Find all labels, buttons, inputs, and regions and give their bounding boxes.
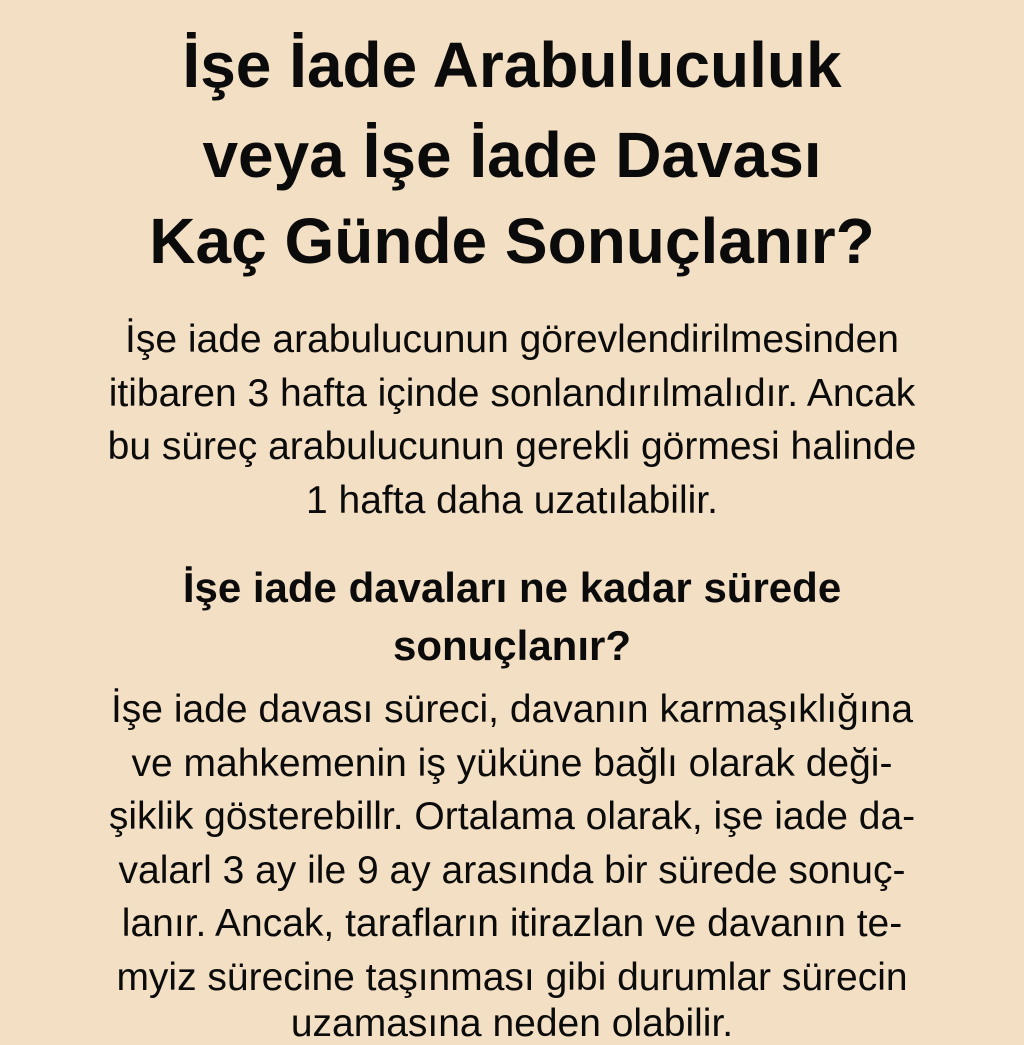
paragraph2-line-7: uzamasına neden olabilir. [290, 1002, 734, 1045]
title-line-3: Kaç Günde Sonuçlanır? [149, 205, 875, 277]
paragraph1-line-3: bu süreç arabulucunun gerekli görmesi halinde [107, 425, 917, 468]
paragraph1-line-4: 1 hafta daha uzatılabilir. [306, 479, 718, 522]
paragraph2-line-4: valarl 3 ay ile 9 ay arasında bir sürede sonuç- [118, 849, 906, 892]
title-line-1: İşe İade Arabuluculuk [182, 29, 842, 101]
subheading-line-2: sonuçlanır? [392, 622, 632, 669]
paragraph1-line-2: itibaren 3 hafta içinde sonlandırılmalıdır. Ancak [108, 372, 916, 415]
subheading-line-1: İşe iade davaları ne kadar sürede [182, 564, 842, 611]
paragraph2-line-6: myiz sürecine taşınması gibi durumlar sürecin [116, 956, 908, 999]
paragraph2-line-1: İşe iade davası süreci, davanın karmaşıklığına [110, 688, 914, 731]
paragraph1-line-1: İşe iade arabulucunun görevlendirilmesinden [124, 318, 899, 361]
title-line-2: veya İşe İade Davası [202, 119, 822, 191]
paragraph2-line-5: lanır. Ancak, tarafların itirazlan ve davanın te- [121, 902, 903, 945]
paragraph2-line-3: şiklik gösterebillr. Ortalama olarak, işe iade da- [108, 795, 916, 838]
paragraph2-line-2: ve mahkemenin iş yüküne bağlı olarak deği- [131, 742, 893, 785]
